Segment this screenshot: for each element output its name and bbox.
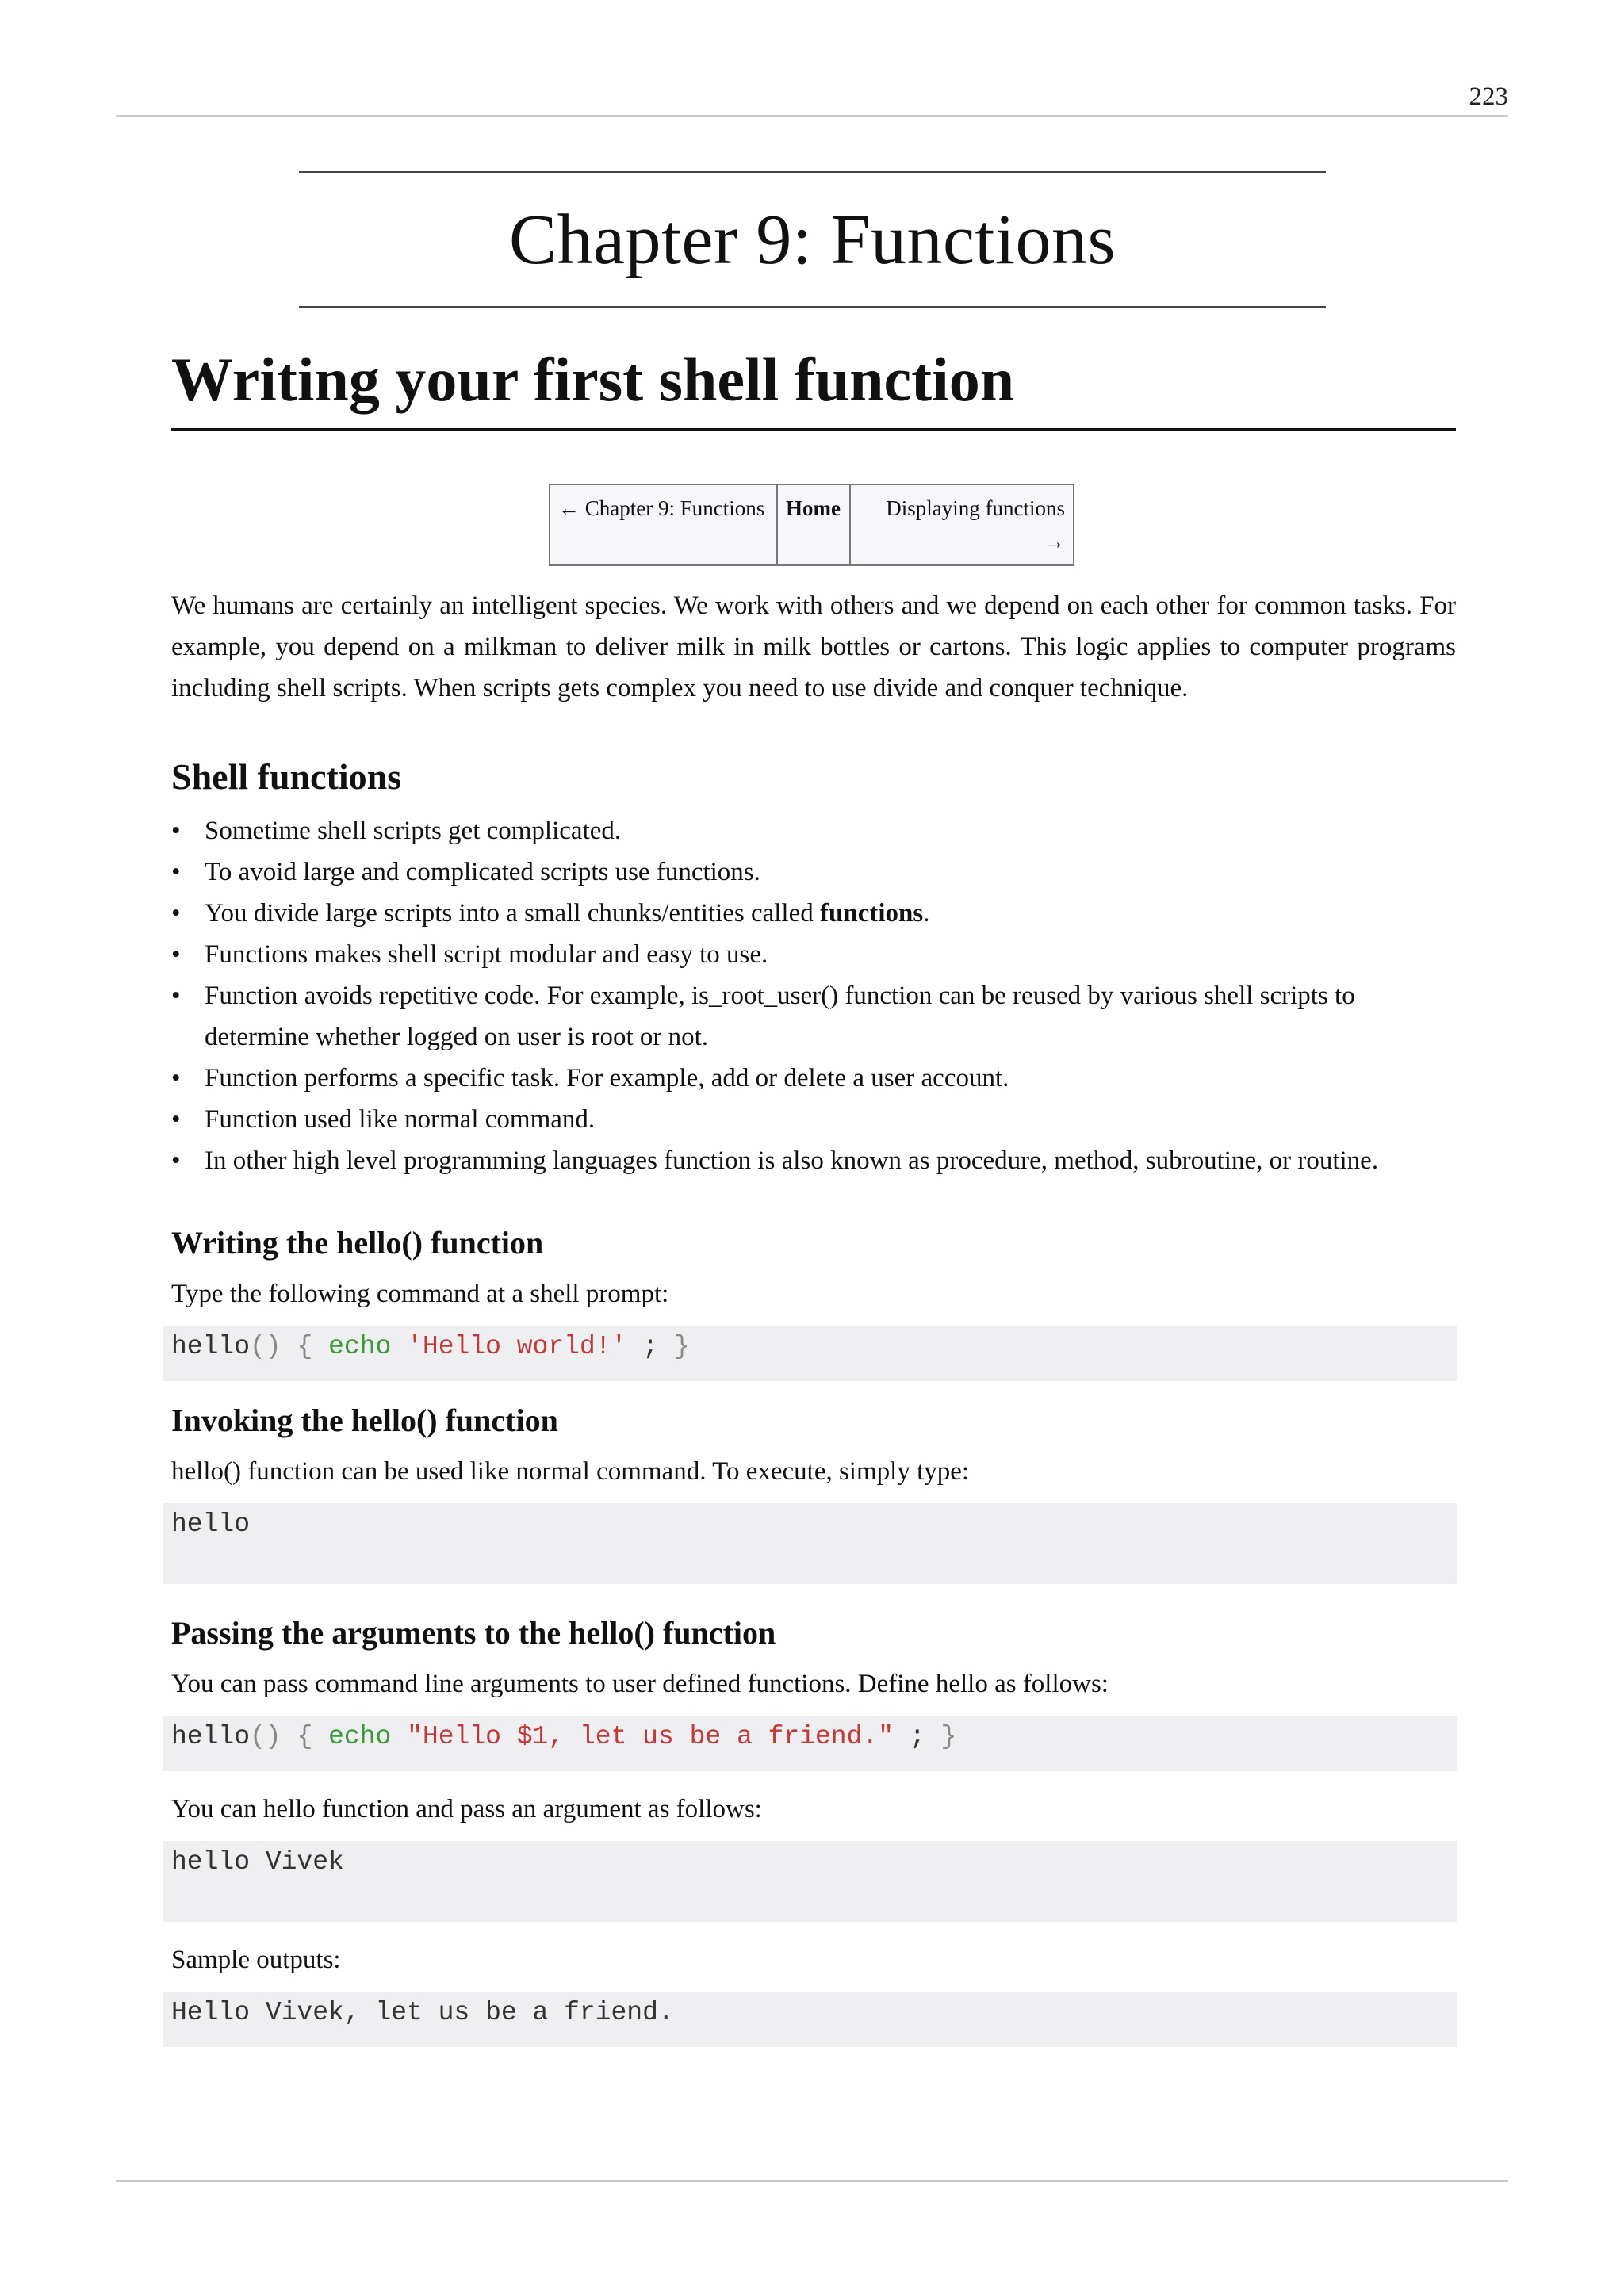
writing-hello-heading: Writing the hello() function <box>171 1225 544 1261</box>
chapter-navigation <box>549 484 1074 566</box>
invoking-hello-heading: Invoking the hello() function <box>171 1402 558 1438</box>
chapter-title: Chapter 9: Functions <box>509 200 1116 279</box>
list-item-bold: functions <box>820 899 924 928</box>
list-item: • Function performs a specific task. For example, add or delete a user account. <box>171 1058 1456 1099</box>
code-semicolon: ; <box>642 1332 658 1361</box>
code-close-brace: } <box>940 1722 957 1751</box>
code-parens: () <box>250 1722 282 1751</box>
right-arrow-icon: → <box>1044 530 1065 553</box>
invoking-hello-text: hello() function can be used like normal command. To execute, simply type: <box>171 1457 970 1486</box>
footer-divider <box>116 2180 1508 2182</box>
sample-outputs-label: Sample outputs: <box>171 1946 341 1974</box>
code-fn: hello <box>171 1332 251 1361</box>
code-block-hello-args-def <box>163 1716 1457 1771</box>
list-item-text: You divide large scripts into a small chunks/entities called <box>205 899 820 928</box>
code-open-brace: { <box>297 1332 313 1361</box>
code-keyword: echo <box>328 1722 392 1751</box>
list-item: • Function avoids repetitive code. For example, is_root_user() function can be reused by various shell scripts to determine whether logged on user is root or not. <box>171 975 1456 1058</box>
code-open-brace: { <box>297 1722 313 1751</box>
code-close-brace: } <box>673 1332 690 1361</box>
page-number: 223 <box>1469 82 1508 111</box>
nav-prev-link[interactable]: ← Chapter 9: Functions <box>550 484 777 565</box>
list-item: • Functions makes shell script modular and easy to use. <box>171 934 1456 975</box>
nav-next-label: Displaying functions <box>886 496 1065 520</box>
writing-hello-text: Type the following command at a shell prompt: <box>171 1280 669 1308</box>
nav-next-link[interactable] <box>850 484 1074 565</box>
code-semicolon: ; <box>909 1722 925 1751</box>
header-divider <box>116 115 1508 117</box>
code-fn: hello <box>171 1722 251 1751</box>
list-item <box>171 893 1456 934</box>
list-item: • In other high level programming languages function is also known as procedure, method, subroutine, or routine. <box>171 1140 1456 1181</box>
code-block-hello-vivek: hello Vivek <box>163 1841 1457 1922</box>
chapter-banner <box>299 171 1326 308</box>
section-title: Writing your first shell function <box>171 346 1456 431</box>
passing-args-text: You can pass command line arguments to user defined functions. Define hello as follows: <box>171 1670 1109 1698</box>
list-item: • To avoid large and complicated scripts use functions. <box>171 851 1456 893</box>
intro-paragraph: We humans are certainly an intelligent species. We work with others and we depend on each other for common tasks. For example, you depend on a milkman to deliver milk in milk bottles or cartons. This logic applies to computer programs including shell scripts. When scripts gets complex you need to use divide and conquer technique. <box>171 591 1456 702</box>
list-item-tail: . <box>923 899 930 928</box>
nav-home-link[interactable]: Home <box>777 484 850 565</box>
code-block-hello-call: hello <box>163 1503 1457 1584</box>
code-block-hello-def <box>163 1326 1457 1381</box>
article-body <box>171 585 1456 2064</box>
code-string: "Hello $1, let us be a friend." <box>407 1722 894 1751</box>
shell-functions-heading: Shell functions <box>171 756 402 797</box>
code-string: 'Hello world!' <box>407 1332 627 1361</box>
passing-args-heading: Passing the arguments to the hello() function <box>171 1615 776 1651</box>
code-keyword: echo <box>328 1332 392 1361</box>
code-parens: () <box>250 1332 282 1361</box>
passing-args-text-2: You can hello function and pass an argument as follows: <box>171 1795 762 1823</box>
list-item: • Sometime shell scripts get complicated. <box>171 810 1456 851</box>
list-item: • Function used like normal command. <box>171 1099 1456 1140</box>
shell-functions-list <box>171 810 1456 1181</box>
code-block-output: Hello Vivek, let us be a friend. <box>163 1992 1457 2047</box>
